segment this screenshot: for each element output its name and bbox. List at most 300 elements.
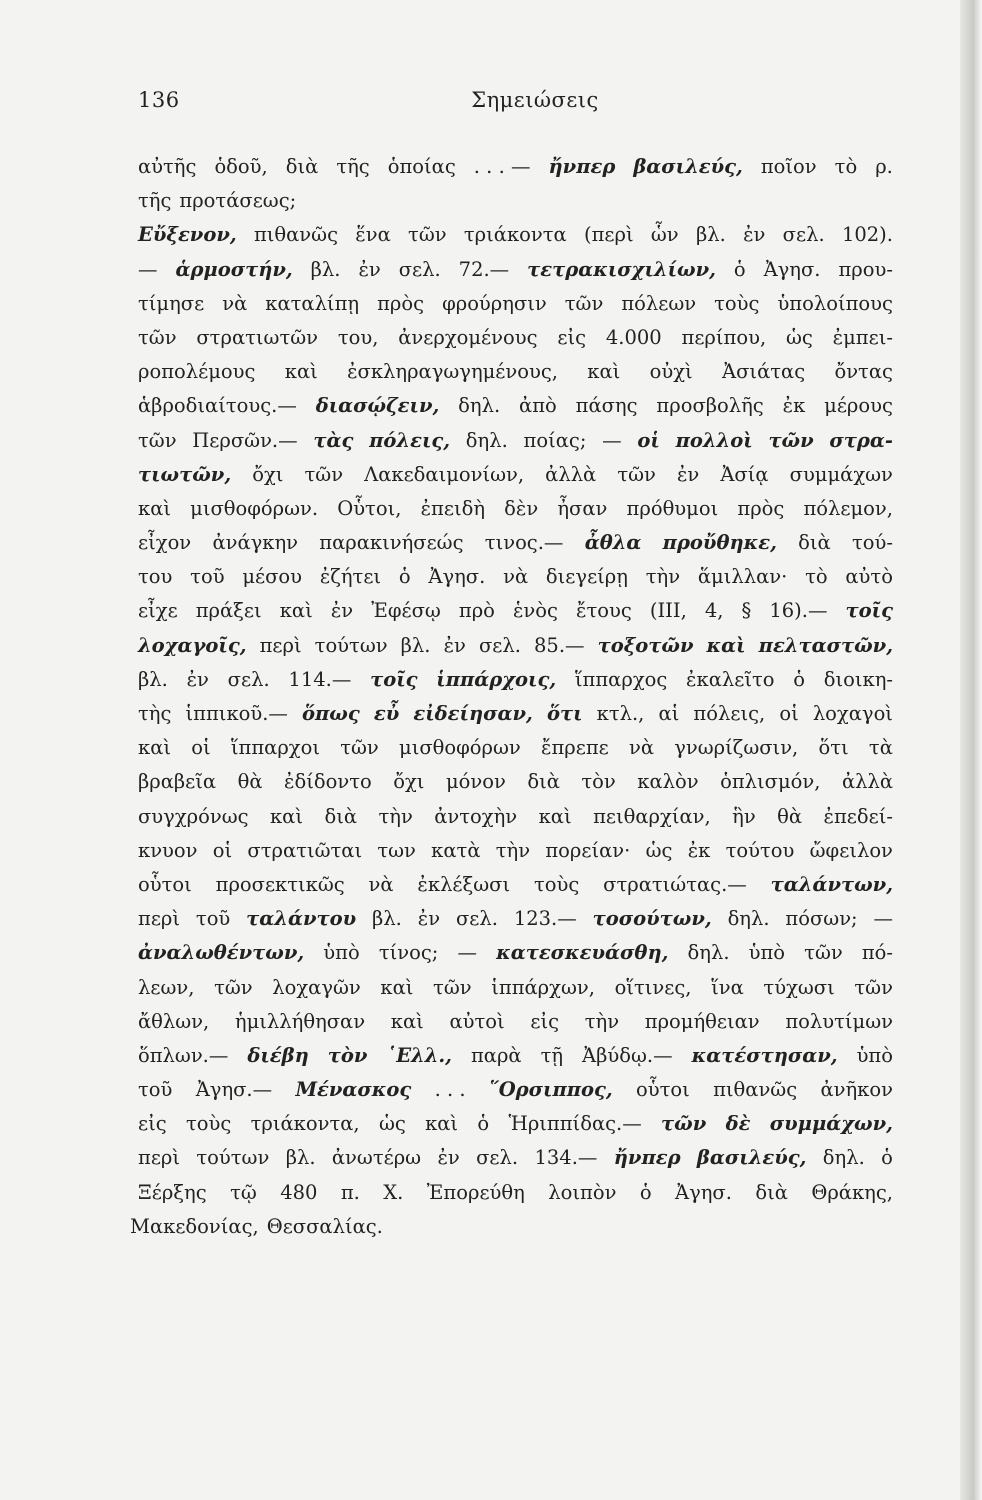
word: περίπου, <box>681 325 767 349</box>
lemma-word: τοῖς <box>370 667 418 691</box>
word: κατὰ <box>431 838 481 862</box>
word: δηλ. <box>687 941 730 965</box>
word: οἵτινες, <box>614 975 692 999</box>
text-line <box>138 150 893 184</box>
lemma-word: εὖ <box>373 702 400 725</box>
word: Λακεδαιμονίων, <box>364 462 525 486</box>
word: ἐκ <box>687 838 711 862</box>
word: διεγείρῃ <box>545 565 628 589</box>
lemma-word: ἁρμοστήν, <box>175 257 293 281</box>
word: μέρους <box>824 394 893 418</box>
word: ἐδίδοντο <box>284 770 372 794</box>
word: τοὺς <box>533 872 580 896</box>
word: ἱππικοῦ.— <box>185 702 288 725</box>
word: αἱ <box>658 702 680 725</box>
word: ἑνὸς <box>512 599 558 623</box>
word: καὶ <box>284 360 318 384</box>
word: ὁ <box>477 1112 490 1136</box>
word: θὰ <box>237 770 263 794</box>
word: καὶ <box>390 1009 424 1033</box>
lemma-word: πόλεις, <box>369 428 451 452</box>
word: ὁπλισμόν, <box>720 770 821 794</box>
word: πό- <box>861 941 893 965</box>
word: σελ. <box>227 667 270 691</box>
word: ὁ <box>733 257 746 281</box>
word: πόσων; <box>785 907 858 931</box>
word: τοῦ <box>190 565 225 589</box>
word: ἐν <box>676 462 700 486</box>
word: ἐπεδεί- <box>823 804 893 828</box>
word: τινος.— <box>484 531 564 555</box>
word: ὑπὸ <box>748 941 786 965</box>
word: τριάκοντα <box>463 223 567 247</box>
word: Χ. <box>383 1180 404 1204</box>
word: οὐχὶ <box>649 360 693 384</box>
word: ἐζήτει <box>319 565 382 589</box>
word: τὸ <box>805 565 828 589</box>
word: ἀλλὰ <box>841 770 893 794</box>
lemma-word: κατεσκευάσθη, <box>496 941 669 965</box>
word: λοχαγῶν <box>272 975 361 999</box>
word: μισθοφόρων. <box>190 496 319 520</box>
word: διοικη- <box>823 667 893 691</box>
word: οὗτοι <box>138 872 192 896</box>
lemma-word: εἰδείησαν, <box>413 702 533 725</box>
word: τῶν <box>617 462 656 486</box>
notes-body <box>130 150 893 1244</box>
text-line <box>138 1107 893 1141</box>
word: του, <box>337 325 379 349</box>
lemma-word: λοχαγοῖς, <box>138 633 247 657</box>
word: βραβεῖα <box>138 770 217 794</box>
word: σελ. <box>476 1146 519 1170</box>
word: τῆς <box>138 189 172 213</box>
lemma-word: βασιλεύς, <box>633 155 743 178</box>
word: Ἀγησ. <box>675 1180 732 1204</box>
word: καλὸν <box>637 770 699 794</box>
word: ἐν <box>417 907 441 931</box>
word: πόλεων <box>621 291 697 315</box>
word: Ἀσιάτας <box>722 360 806 384</box>
word: συγχρόνως <box>138 804 249 828</box>
lemma-word: τετρακισχιλίων, <box>527 257 716 281</box>
word: πρόθυμοι <box>626 496 719 520</box>
word: ὤφειλον <box>809 838 893 862</box>
word: τοῦ <box>195 907 231 931</box>
word: σελ. <box>782 223 825 247</box>
word: Ἀγησ.— <box>195 1078 273 1102</box>
word: ὁδοῦ, <box>214 155 268 178</box>
word: πρὸς <box>377 291 425 315</box>
word: Θεσσαλίας. <box>266 1214 383 1238</box>
lemma-word: ὅπως <box>302 702 360 725</box>
text-line <box>138 1073 893 1107</box>
word: ἀνωτέρω <box>331 1146 422 1170</box>
word: ὁ <box>639 1180 652 1204</box>
word: 85.— <box>534 633 585 657</box>
word: θὰ <box>777 804 803 828</box>
word: βλ. <box>400 633 431 657</box>
word: τῶν <box>138 325 177 349</box>
word: Ἐφέσῳ <box>371 599 441 623</box>
word: εἰς <box>557 325 587 349</box>
word: ὑπὸ <box>323 941 360 965</box>
lemma-word: τοσούτων, <box>592 907 712 931</box>
word: μέσου <box>242 565 303 589</box>
word: νὰ <box>222 291 248 315</box>
word: κτλ., <box>596 702 645 725</box>
word: λοιπὸν <box>548 1180 617 1204</box>
word: διὰ <box>755 1180 788 1204</box>
word: τῶν <box>433 975 472 999</box>
word: τῷ <box>230 1180 257 1204</box>
word: τῶν <box>340 736 379 760</box>
word: Ἀγησ. <box>763 257 821 281</box>
word: ἐν <box>743 223 766 247</box>
word: 102). <box>841 223 893 247</box>
word: κνυον <box>138 838 198 862</box>
word: 114.— <box>288 667 352 691</box>
word: σελ. <box>478 633 521 657</box>
text-line <box>138 663 893 697</box>
word: τῶν <box>854 975 893 999</box>
word: ἐν <box>443 633 466 657</box>
word: τῆς <box>336 155 370 178</box>
word: σελ. <box>455 907 498 931</box>
word: στρατιώτας.— <box>603 872 747 896</box>
word: τὴν <box>584 1009 620 1033</box>
word: προσβολῆς <box>656 394 764 418</box>
word: τού- <box>852 531 893 555</box>
word: ἐκαλεῖτο <box>686 667 775 691</box>
word: Ἀγησ. <box>428 565 486 589</box>
word: πόλεις, <box>693 702 766 725</box>
word: ὡς <box>645 838 673 862</box>
word: τὸ <box>834 155 858 178</box>
lemma-word: τοξοτῶν <box>597 633 694 657</box>
text-line <box>138 287 893 321</box>
lemma-word: ὅτι <box>546 702 583 725</box>
word: ἵππαρχος <box>574 667 668 691</box>
text-line <box>138 731 893 765</box>
word: τῶν <box>804 941 843 965</box>
word: περὶ <box>138 1146 181 1170</box>
word: περὶ <box>259 633 302 657</box>
text-line <box>138 629 893 663</box>
word: — <box>873 907 893 931</box>
text-line <box>138 834 893 868</box>
word: δηλ. <box>465 428 508 452</box>
lemma-word: προὔθηκε, <box>662 531 777 555</box>
word: Ἐπορεύθη <box>426 1180 525 1204</box>
lemma-word: δὲ <box>725 1112 751 1136</box>
lemma-word: καὶ <box>706 633 746 657</box>
word: καταλίπῃ <box>265 291 360 315</box>
word: εἶχον <box>138 531 192 555</box>
lemma-word: ταλάντων, <box>770 872 893 896</box>
word: ὁ <box>881 1146 893 1170</box>
word: καὶ <box>538 804 572 828</box>
lemma-word: τῶν <box>661 1112 707 1136</box>
word: τῶν <box>304 462 344 486</box>
text-line <box>138 902 893 936</box>
word: βλ. <box>695 223 726 247</box>
word: 72.— <box>458 257 510 281</box>
word: ἦσαν <box>557 496 608 520</box>
lemma-word: πελταστῶν, <box>758 633 893 657</box>
word: ὁ <box>793 667 806 691</box>
text-line <box>138 697 893 731</box>
word: 123.— <box>513 907 577 931</box>
word: δηλ. <box>727 907 770 931</box>
word: Μακεδονίας, <box>130 1214 259 1238</box>
lemma-word: τῶν <box>768 428 814 452</box>
text-line <box>138 389 893 423</box>
word: πρου- <box>838 257 893 281</box>
lemma-word: διέβη <box>247 1043 309 1067</box>
word: δηλ. <box>458 394 501 418</box>
word: 4.000 <box>605 325 662 349</box>
word: — <box>602 428 622 452</box>
text-line <box>138 492 893 526</box>
word: πειθαρχίαν, <box>593 804 711 828</box>
lemma-word: στρα- <box>829 428 893 452</box>
word: ὑπολοίπους <box>777 291 893 315</box>
lemma-word: ταλάντου <box>246 907 357 931</box>
word: τούτων <box>196 1146 270 1170</box>
word: τύχωσι <box>763 975 835 999</box>
word: τὴν <box>378 804 413 828</box>
word: οὗτοι <box>635 1078 690 1102</box>
word: ποίας; <box>523 428 587 452</box>
lemma-word: συμμάχων, <box>769 1112 893 1136</box>
text-line <box>138 971 893 1005</box>
word: καὶ <box>138 736 172 760</box>
word: ἡμιλλήθησαν <box>234 1009 366 1033</box>
word: ὄχι <box>393 770 425 794</box>
word: ὄντας <box>834 360 893 384</box>
text-line <box>138 868 893 902</box>
word: αὐτὸ <box>845 565 893 589</box>
word: στρατιωτῶν <box>196 325 318 349</box>
word: νὰ <box>368 872 394 896</box>
word: νὰ <box>628 736 655 760</box>
word: 134.— <box>534 1146 598 1170</box>
word: π. <box>340 1180 360 1204</box>
word: ἕνα <box>355 223 391 247</box>
word: ὡς <box>785 325 813 349</box>
word: μόνον <box>445 770 506 794</box>
word: ἄθλων, <box>138 1009 210 1033</box>
word: (περὶ <box>583 223 634 247</box>
word: Ξέρξης <box>138 1180 207 1204</box>
word: ἐν <box>358 257 381 281</box>
word: διὰ <box>798 531 831 555</box>
word: ἐκλέξωσι <box>417 872 511 896</box>
word: προμήθειαν <box>644 1009 760 1033</box>
word: πρὸ <box>458 599 495 623</box>
word: οἱ <box>779 702 799 725</box>
word: 16).— <box>769 599 828 623</box>
text-line <box>138 424 893 458</box>
word: νὰ <box>503 565 529 589</box>
word: φρούρησιν <box>442 291 547 315</box>
word: βλ. <box>310 257 341 281</box>
lemma-word: οἱ <box>637 428 660 452</box>
word: πιθανῶς <box>253 223 338 247</box>
lemma-word: ἱππάρχοις, <box>436 667 557 691</box>
word: καὶ <box>269 804 303 828</box>
word: ἵππαρχοι <box>230 736 320 760</box>
lemma-word: ἤνπερ <box>613 1146 681 1170</box>
text-line <box>138 184 893 218</box>
text-line <box>138 1176 893 1210</box>
word: ὅπλων.— <box>138 1043 229 1067</box>
word: τῶν <box>564 291 604 315</box>
word: ἐν <box>186 667 209 691</box>
word: τὰ <box>868 736 893 760</box>
text-line <box>130 1210 893 1244</box>
word: ἐν <box>437 1146 460 1170</box>
word: ὁποίας <box>387 155 456 178</box>
word: τῶν <box>214 975 253 999</box>
word: τὴν <box>495 838 531 862</box>
text-line <box>138 765 893 799</box>
text-line <box>138 936 893 970</box>
word: στρατιῶται <box>247 838 363 862</box>
word: ὅτι <box>818 736 849 760</box>
text-line <box>138 594 893 628</box>
word: — <box>138 257 158 281</box>
text-line <box>138 526 893 560</box>
word: πρὸς <box>737 496 785 520</box>
lemma-word: τιωτῶν, <box>138 462 232 486</box>
word: ὁ <box>398 565 411 589</box>
word: 4, <box>704 599 724 623</box>
word: ἵνα <box>711 975 744 999</box>
word: ἱππάρχων, <box>491 975 595 999</box>
word: ἀνῆκον <box>820 1078 893 1102</box>
word: μισθοφόρων <box>399 736 521 760</box>
word: ἐπειδὴ <box>420 496 486 520</box>
lemma-word: κατέστησαν, <box>691 1043 838 1067</box>
word: καὶ <box>425 1112 459 1136</box>
word: πορείαν· <box>545 838 631 862</box>
word: παρακινήσεώς <box>319 531 464 555</box>
lemma-word: βασιλεύς, <box>696 1146 807 1170</box>
running-head: Σημειώσεις <box>471 88 599 112</box>
word: ὄχι <box>252 462 284 486</box>
word: καὶ <box>138 496 172 520</box>
word: διὰ <box>527 770 560 794</box>
word: βλ. <box>285 1146 316 1170</box>
text-line <box>138 1039 893 1073</box>
word: . . . <box>434 1078 466 1102</box>
word: ἀντοχὴν <box>434 804 518 828</box>
word: ἣν <box>732 804 756 828</box>
word: ἔπρεπε <box>540 736 609 760</box>
word: τὴς <box>138 702 172 725</box>
text-line <box>138 800 893 834</box>
word: τῶν <box>138 428 177 452</box>
word: διὰ <box>285 155 319 178</box>
word: ἅμιλλαν· <box>697 565 788 589</box>
word: πιθανῶς <box>713 1078 798 1102</box>
text-line <box>138 321 893 355</box>
word: παρὰ <box>470 1043 522 1067</box>
page-header <box>138 88 892 122</box>
word: § <box>741 599 752 623</box>
word: ὧν <box>650 223 679 247</box>
lemma-word: τὸν <box>327 1043 368 1067</box>
word: αὐτοὶ <box>449 1009 505 1033</box>
word: δηλ. <box>822 1146 865 1170</box>
word: 480 <box>280 1180 318 1204</box>
text-line <box>138 458 893 492</box>
word: τοὺς <box>185 1112 232 1136</box>
text-line <box>138 253 893 287</box>
text-line <box>138 560 893 594</box>
lemma-word: Μένασκος <box>295 1078 412 1102</box>
word: Οὗτοι, <box>337 496 402 520</box>
word: βλ. <box>372 907 402 931</box>
word: πολυτίμων <box>785 1009 893 1033</box>
word: οἱ <box>191 736 211 760</box>
lemma-word: διασῴζειν, <box>315 394 440 418</box>
word: ἔτους <box>576 599 632 623</box>
word: σελ. <box>398 257 441 281</box>
word: (III, <box>649 599 687 623</box>
word: Θράκης, <box>811 1180 893 1204</box>
word: τίμησε <box>138 291 205 315</box>
word: ὑπὸ <box>856 1043 893 1067</box>
word: συμμάχων <box>789 462 893 486</box>
word: ἐσκληραγωγημένους, <box>347 360 558 384</box>
word: ποῖον <box>760 155 817 178</box>
lemma-word: ἤνπερ <box>548 155 616 178</box>
word: τῶν <box>408 223 447 247</box>
word: Ἀσίᾳ <box>720 462 769 486</box>
lemma-word: ἀναλωθέντων, <box>138 941 305 965</box>
word: εἰς <box>530 1009 560 1033</box>
word: αὐτῆς <box>138 155 197 178</box>
word: γνωρίζωσιν, <box>674 736 799 760</box>
word: τριάκοντα, <box>250 1112 360 1136</box>
page-number: 136 <box>138 88 180 112</box>
word: βλ. <box>138 667 168 691</box>
word: ὡς <box>378 1112 406 1136</box>
lemma-word: ῾Ελλ., <box>386 1043 452 1067</box>
word: περὶ <box>138 907 181 931</box>
lemma-word: ῞Ορσιππος, <box>488 1078 613 1102</box>
text-line <box>138 1141 893 1175</box>
word: ἀνερχομένους <box>398 325 538 349</box>
word: διὰ <box>324 804 358 828</box>
word: καὶ <box>279 599 313 623</box>
word: εἰς <box>138 1112 167 1136</box>
word: Ἀβύδῳ.— <box>582 1043 673 1067</box>
word: των <box>377 838 416 862</box>
word: ἀπὸ <box>519 394 557 418</box>
lemma-word: ἆθλα <box>584 531 642 555</box>
word: τοὺς <box>714 291 760 315</box>
text-line <box>138 1005 893 1039</box>
word: ρ. <box>875 155 893 178</box>
word: τίνος; <box>378 941 439 965</box>
word: προτάσεως; <box>179 189 297 213</box>
word: ἐμπει- <box>832 325 893 349</box>
word: Περσῶν.— <box>192 428 298 452</box>
